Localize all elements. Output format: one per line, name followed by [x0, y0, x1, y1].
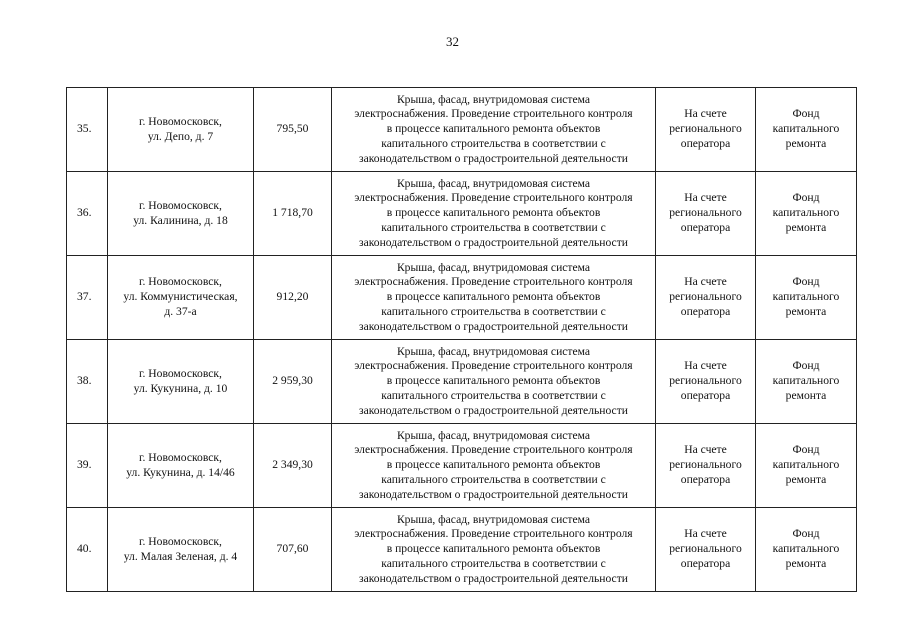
works-line: капитального строительства в соответствии с: [381, 220, 606, 234]
sum-cell: 795,50: [254, 88, 332, 172]
works-line: в процессе капитального ремонта объектов: [386, 122, 601, 136]
page-number: 32: [446, 34, 459, 49]
works-cell: [332, 424, 656, 508]
address-line: г. Новомосковск,: [139, 534, 222, 548]
table-row: [67, 508, 857, 592]
address-line: г. Новомосковск,: [139, 198, 222, 212]
account-cell: На счете регионального оператора: [656, 88, 756, 172]
works-line: капитального строительства в соответствии с: [381, 136, 606, 150]
account-cell: На счете регионального оператора: [656, 256, 756, 340]
repair-table: [66, 87, 857, 592]
address-line: ул. Калинина, д. 18: [133, 213, 228, 227]
row-number: 39.: [67, 424, 108, 508]
source-cell: Фонд капитального ремонта: [756, 88, 857, 172]
table-row: [67, 172, 857, 256]
works-line: в процессе капитального ремонта объектов: [386, 458, 601, 472]
address-line: ул. Коммунистическая,: [123, 290, 238, 304]
works-line: капитального строительства в соответствии с: [381, 556, 606, 570]
works-line: в процессе капитального ремонта объектов: [386, 206, 601, 220]
works-line: в процессе капитального ремонта объектов: [386, 374, 601, 388]
works-line: в процессе капитального ремонта объектов: [386, 290, 601, 304]
account-cell: На счете регионального оператора: [656, 424, 756, 508]
address-line: г. Новомосковск,: [139, 366, 222, 380]
row-number: 37.: [67, 256, 108, 340]
account-cell: На счете регионального оператора: [656, 340, 756, 424]
sum-cell: 2 959,30: [254, 340, 332, 424]
account-cell: На счете регионального оператора: [656, 172, 756, 256]
address-cell: [108, 340, 254, 424]
address-cell: [108, 172, 254, 256]
works-line: Крыша, фасад, внутридомовая система: [396, 260, 591, 274]
works-line: законодательством о градостроительной деятельности: [359, 403, 628, 417]
source-cell: Фонд капитального ремонта: [756, 172, 857, 256]
works-line: Крыша, фасад, внутридомовая система: [396, 428, 591, 442]
table-row: [67, 256, 857, 340]
row-number: 36.: [67, 172, 108, 256]
works-line: электроснабжения. Проведение строительного контроля: [354, 527, 633, 541]
address-line: ул. Кукунина, д. 14/46: [126, 465, 235, 479]
works-line: Крыша, фасад, внутридомовая система: [396, 176, 591, 190]
works-line: электроснабжения. Проведение строительного контроля: [354, 443, 633, 457]
works-line: законодательством о градостроительной деятельности: [359, 151, 628, 165]
source-cell: Фонд капитального ремонта: [756, 256, 857, 340]
works-line: капитального строительства в соответствии с: [381, 304, 606, 318]
works-line: законодательством о градостроительной деятельности: [359, 319, 628, 333]
source-cell: Фонд капитального ремонта: [756, 340, 857, 424]
works-cell: [332, 172, 656, 256]
table-row: [67, 88, 857, 172]
works-line: законодательством о градостроительной деятельности: [359, 487, 628, 501]
address-cell: [108, 424, 254, 508]
works-line: электроснабжения. Проведение строительного контроля: [354, 275, 633, 289]
works-cell: [332, 508, 656, 592]
row-number: 38.: [67, 340, 108, 424]
works-line: капитального строительства в соответствии с: [381, 472, 606, 486]
address-line: г. Новомосковск,: [139, 450, 222, 464]
works-line: электроснабжения. Проведение строительного контроля: [354, 359, 633, 373]
address-line: г. Новомосковск,: [139, 275, 222, 289]
works-cell: [332, 340, 656, 424]
source-cell: Фонд капитального ремонта: [756, 508, 857, 592]
works-cell: [332, 256, 656, 340]
sum-cell: 912,20: [254, 256, 332, 340]
sum-cell: 707,60: [254, 508, 332, 592]
row-number: 40.: [67, 508, 108, 592]
row-number: 35.: [67, 88, 108, 172]
address-line: ул. Кукунина, д. 10: [133, 381, 228, 395]
works-cell: [332, 88, 656, 172]
address-cell: [108, 508, 254, 592]
sum-cell: 2 349,30: [254, 424, 332, 508]
works-line: капитального строительства в соответствии с: [381, 388, 606, 402]
table-row: [67, 424, 857, 508]
works-line: в процессе капитального ремонта объектов: [386, 542, 601, 556]
address-line: ул. Малая Зеленая, д. 4: [123, 549, 238, 563]
table-body: [67, 88, 857, 592]
works-line: электроснабжения. Проведение строительного контроля: [354, 107, 633, 121]
address-line: ул. Депо, д. 7: [147, 129, 214, 143]
works-line: Крыша, фасад, внутридомовая система: [396, 512, 591, 526]
works-line: законодательством о градостроительной деятельности: [359, 571, 628, 585]
works-line: Крыша, фасад, внутридомовая система: [396, 92, 591, 106]
works-line: Крыша, фасад, внутридомовая система: [396, 344, 591, 358]
address-line: г. Новомосковск,: [139, 114, 222, 128]
address-cell: [108, 256, 254, 340]
works-line: электроснабжения. Проведение строительного контроля: [354, 191, 633, 205]
address-cell: [108, 88, 254, 172]
source-cell: Фонд капитального ремонта: [756, 424, 857, 508]
sum-cell: 1 718,70: [254, 172, 332, 256]
works-line: законодательством о градостроительной деятельности: [359, 235, 628, 249]
account-cell: На счете регионального оператора: [656, 508, 756, 592]
table-row: [67, 340, 857, 424]
address-line: д. 37-а: [164, 304, 197, 318]
